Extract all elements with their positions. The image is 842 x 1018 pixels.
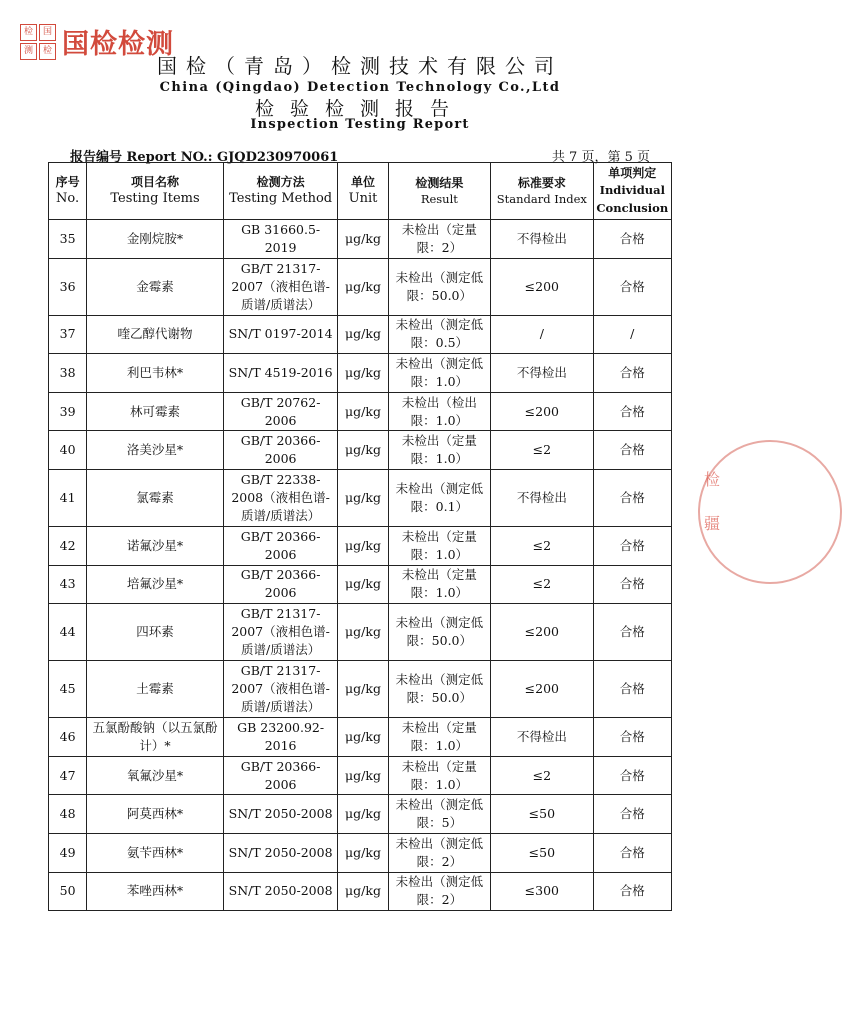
official-stamp [698,440,842,584]
cell-standard: 不得检出 [491,469,593,526]
table-row [49,661,672,718]
cell-result: 未检出（测定低限：1.0） [388,354,490,393]
cell-item: 洛美沙星* [87,431,224,470]
table-row [49,795,672,834]
seal-char: 检 [39,43,56,60]
cell-no: 49 [49,833,87,872]
cell-no: 44 [49,604,87,661]
cell-item: 氯霉素 [87,469,224,526]
report-title-cn: 检验检测报告 [254,98,465,120]
cell-no: 48 [49,795,87,834]
table-row [49,315,672,354]
table-row [49,833,672,872]
cell-result: 未检出（测定低限：50.0） [388,258,490,315]
cell-result: 未检出（定量限：1.0） [388,756,490,795]
cell-item: 五氯酚酸钠（以五氯酚计）* [87,718,224,757]
cell-conclusion: 合格 [593,220,671,259]
cell-no: 46 [49,718,87,757]
report-number-value: GJQD230970061 [217,150,339,165]
cell-result: 未检出（测定低限：2） [388,872,490,911]
cell-conclusion: 合格 [593,565,671,604]
cell-no: 47 [49,756,87,795]
cell-result: 未检出（定量限：1.0） [388,526,490,565]
cell-item: 利巴韦林* [87,354,224,393]
table-row [49,354,672,393]
cell-unit: μg/kg [338,469,388,526]
cell-conclusion: 合格 [593,469,671,526]
company-name-cn: 国检（青岛）检测技术有限公司 [157,54,563,78]
cell-unit: μg/kg [338,872,388,911]
cell-no: 42 [49,526,87,565]
cell-conclusion: 合格 [593,833,671,872]
cell-conclusion: 合格 [593,718,671,757]
stamp-text: 检疆 [704,470,721,533]
cell-unit: μg/kg [338,354,388,393]
cell-standard: ≤300 [491,872,593,911]
table-row [49,756,672,795]
cell-result: 未检出（测定低限：50.0） [388,661,490,718]
cell-method: GB/T 20366-2006 [223,526,338,565]
company-name-en: China (Qingdao) Detection Technology Co.,Ltd [159,80,561,95]
cell-item: 金刚烷胺* [87,220,224,259]
cell-no: 37 [49,315,87,354]
cell-item: 阿莫西林* [87,795,224,834]
cell-method: GB/T 22338-2008（液相色谱-质谱/质谱法） [223,469,338,526]
table-row [49,604,672,661]
cell-result: 未检出（检出限：1.0） [388,392,490,431]
cell-no: 41 [49,469,87,526]
header-item: 项目名称 Testing Items [87,163,224,220]
cell-standard: / [491,315,593,354]
cell-item: 金霉素 [87,258,224,315]
logo-text: 国检检测 [62,29,174,60]
cell-standard: ≤200 [491,392,593,431]
cell-standard: 不得检出 [491,220,593,259]
cell-item: 培氟沙星* [87,565,224,604]
cell-item: 氨苄西林* [87,833,224,872]
table-row [49,872,672,911]
cell-standard: ≤50 [491,833,593,872]
cell-method: GB/T 21317-2007（液相色谱-质谱/质谱法） [223,604,338,661]
cell-result: 未检出（测定低限：0.5） [388,315,490,354]
header-conclusion: 单项判定 Individual Conclusion [593,163,671,220]
cell-method: SN/T 2050-2008 [223,833,338,872]
cell-method: GB/T 20366-2006 [223,756,338,795]
report-number-label: 报告编号 Report NO.: [70,150,218,165]
cell-unit: μg/kg [338,604,388,661]
header-standard: 标准要求 Standard Index [491,163,593,220]
cell-conclusion: 合格 [593,354,671,393]
cell-conclusion: 合格 [593,258,671,315]
cell-method: SN/T 0197-2014 [223,315,338,354]
cell-conclusion: 合格 [593,756,671,795]
table-row [49,220,672,259]
cell-method: GB 31660.5-2019 [223,220,338,259]
table-row [49,392,672,431]
cell-standard: ≤200 [491,258,593,315]
cell-method: SN/T 4519-2016 [223,354,338,393]
cell-no: 45 [49,661,87,718]
cell-method: GB 23200.92-2016 [223,718,338,757]
cell-item: 土霉素 [87,661,224,718]
cell-conclusion: 合格 [593,431,671,470]
seal-char: 国 [39,24,56,41]
cell-item: 苯唑西林* [87,872,224,911]
cell-method: GB/T 20762-2006 [223,392,338,431]
table-row [49,565,672,604]
cell-standard: 不得检出 [491,718,593,757]
cell-method: SN/T 2050-2008 [223,872,338,911]
cell-standard: ≤50 [491,795,593,834]
cell-result: 未检出（测定低限：5） [388,795,490,834]
table-row [49,258,672,315]
header-method: 检测方法 Testing Method [223,163,338,220]
cell-result: 未检出（测定低限：0.1） [388,469,490,526]
page-info: 共 7 页，第 5 页 [551,150,650,165]
cell-result: 未检出（测定低限：50.0） [388,604,490,661]
cell-unit: μg/kg [338,565,388,604]
cell-conclusion: / [593,315,671,354]
cell-conclusion: 合格 [593,661,671,718]
cell-method: GB/T 20366-2006 [223,565,338,604]
cell-standard: ≤200 [491,661,593,718]
cell-result: 未检出（测定低限：2） [388,833,490,872]
cell-unit: μg/kg [338,833,388,872]
cell-item: 诺氟沙星* [87,526,224,565]
table-row [49,431,672,470]
cell-method: GB/T 21317-2007（液相色谱-质谱/质谱法） [223,258,338,315]
cell-item: 喹乙醇代谢物 [87,315,224,354]
results-table [48,162,672,911]
cell-result: 未检出（定量限：2） [388,220,490,259]
cell-no: 36 [49,258,87,315]
cell-unit: μg/kg [338,258,388,315]
cell-result: 未检出（定量限：1.0） [388,431,490,470]
table-row [49,469,672,526]
cell-result: 未检出（定量限：1.0） [388,718,490,757]
cell-unit: μg/kg [338,661,388,718]
cell-standard: ≤2 [491,756,593,795]
report-title-en: Inspection Testing Report [250,117,470,132]
cell-standard: 不得检出 [491,354,593,393]
cell-no: 43 [49,565,87,604]
header-no: 序号 No. [49,163,87,220]
seal-char: 检 [20,24,37,41]
cell-item: 氧氟沙星* [87,756,224,795]
table-header-row [49,163,672,220]
cell-conclusion: 合格 [593,604,671,661]
cell-standard: ≤2 [491,565,593,604]
cell-no: 38 [49,354,87,393]
cell-no: 50 [49,872,87,911]
cell-unit: μg/kg [338,718,388,757]
cell-conclusion: 合格 [593,392,671,431]
cell-standard: ≤200 [491,604,593,661]
cell-item: 四环素 [87,604,224,661]
cell-standard: ≤2 [491,431,593,470]
cell-item: 林可霉素 [87,392,224,431]
cell-conclusion: 合格 [593,872,671,911]
cell-method: SN/T 2050-2008 [223,795,338,834]
cell-standard: ≤2 [491,526,593,565]
cell-conclusion: 合格 [593,526,671,565]
cell-unit: μg/kg [338,756,388,795]
cell-method: GB/T 20366-2006 [223,431,338,470]
cell-method: GB/T 21317-2007（液相色谱-质谱/质谱法） [223,661,338,718]
cell-unit: μg/kg [338,220,388,259]
cell-no: 39 [49,392,87,431]
table-row [49,526,672,565]
cell-unit: μg/kg [338,315,388,354]
cell-unit: μg/kg [338,431,388,470]
cell-unit: μg/kg [338,795,388,834]
table-row [49,718,672,757]
cell-unit: μg/kg [338,526,388,565]
header-unit: 单位 Unit [338,163,388,220]
cell-conclusion: 合格 [593,795,671,834]
cell-result: 未检出（定量限：1.0） [388,565,490,604]
cell-unit: μg/kg [338,392,388,431]
cell-no: 40 [49,431,87,470]
cell-no: 35 [49,220,87,259]
seal-char: 测 [20,43,37,60]
header-result: 检测结果 Result [388,163,490,220]
